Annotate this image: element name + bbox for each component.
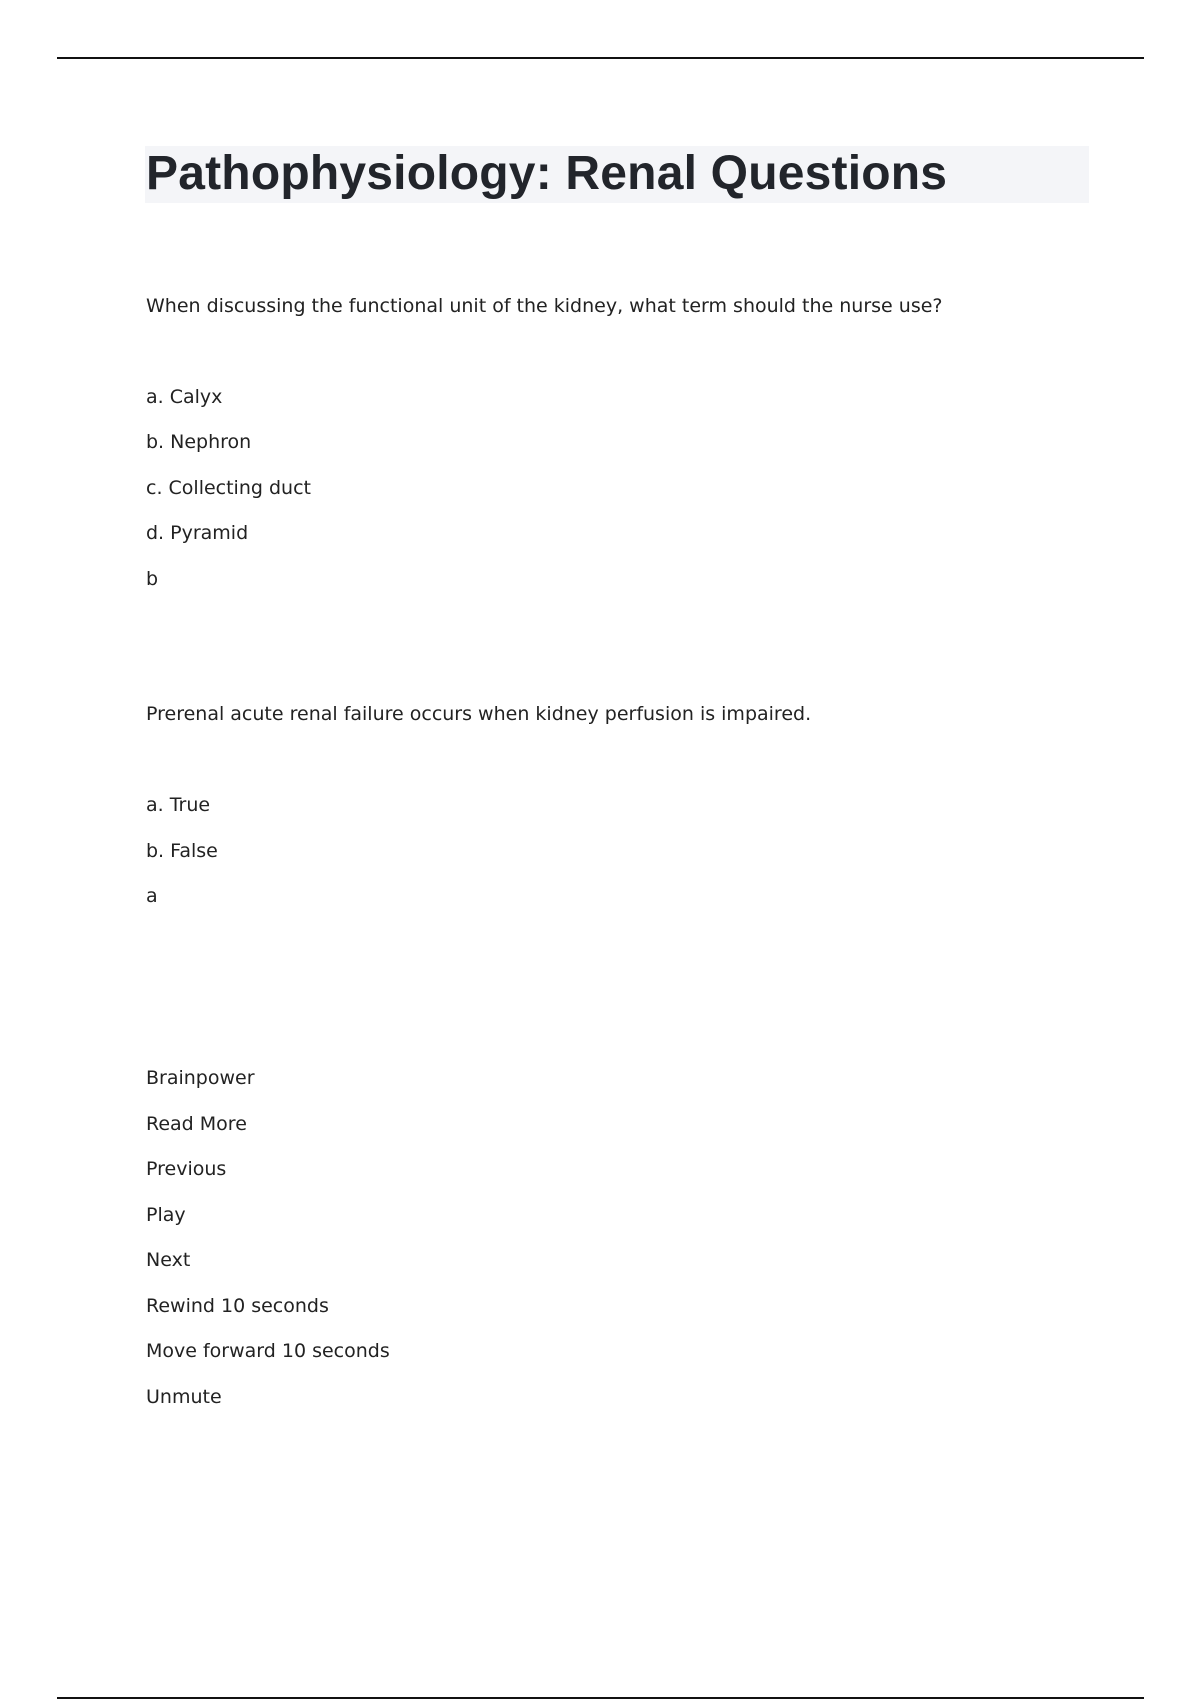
question-2-prompt: Prerenal acute renal failure occurs when kidney perfusion is impaired. bbox=[146, 703, 812, 725]
question-1-option-b: b. Nephron bbox=[146, 431, 252, 453]
question-2-answer: a bbox=[146, 885, 158, 907]
unmute-button[interactable]: Unmute bbox=[146, 1386, 222, 1408]
read-more-link[interactable]: Read More bbox=[146, 1113, 247, 1135]
forward-10-button[interactable]: Move forward 10 seconds bbox=[146, 1340, 390, 1362]
bottom-rule bbox=[57, 1697, 1144, 1699]
player-label-brainpower: Brainpower bbox=[146, 1067, 255, 1089]
question-1-answer: b bbox=[146, 568, 159, 590]
question-1-option-d: d. Pyramid bbox=[146, 522, 249, 544]
top-rule bbox=[57, 57, 1144, 59]
rewind-10-button[interactable]: Rewind 10 seconds bbox=[146, 1295, 329, 1317]
question-1-option-a: a. Calyx bbox=[146, 386, 223, 408]
play-button[interactable]: Play bbox=[146, 1204, 186, 1226]
question-2-option-a: a. True bbox=[146, 794, 211, 816]
next-button[interactable]: Next bbox=[146, 1249, 191, 1271]
page-title: Pathophysiology: Renal Questions bbox=[146, 147, 948, 200]
question-2-option-b: b. False bbox=[146, 840, 218, 862]
question-1-option-c: c. Collecting duct bbox=[146, 477, 311, 499]
question-1-prompt: When discussing the functional unit of the kidney, what term should the nurse use? bbox=[146, 295, 943, 317]
previous-button[interactable]: Previous bbox=[146, 1158, 227, 1180]
